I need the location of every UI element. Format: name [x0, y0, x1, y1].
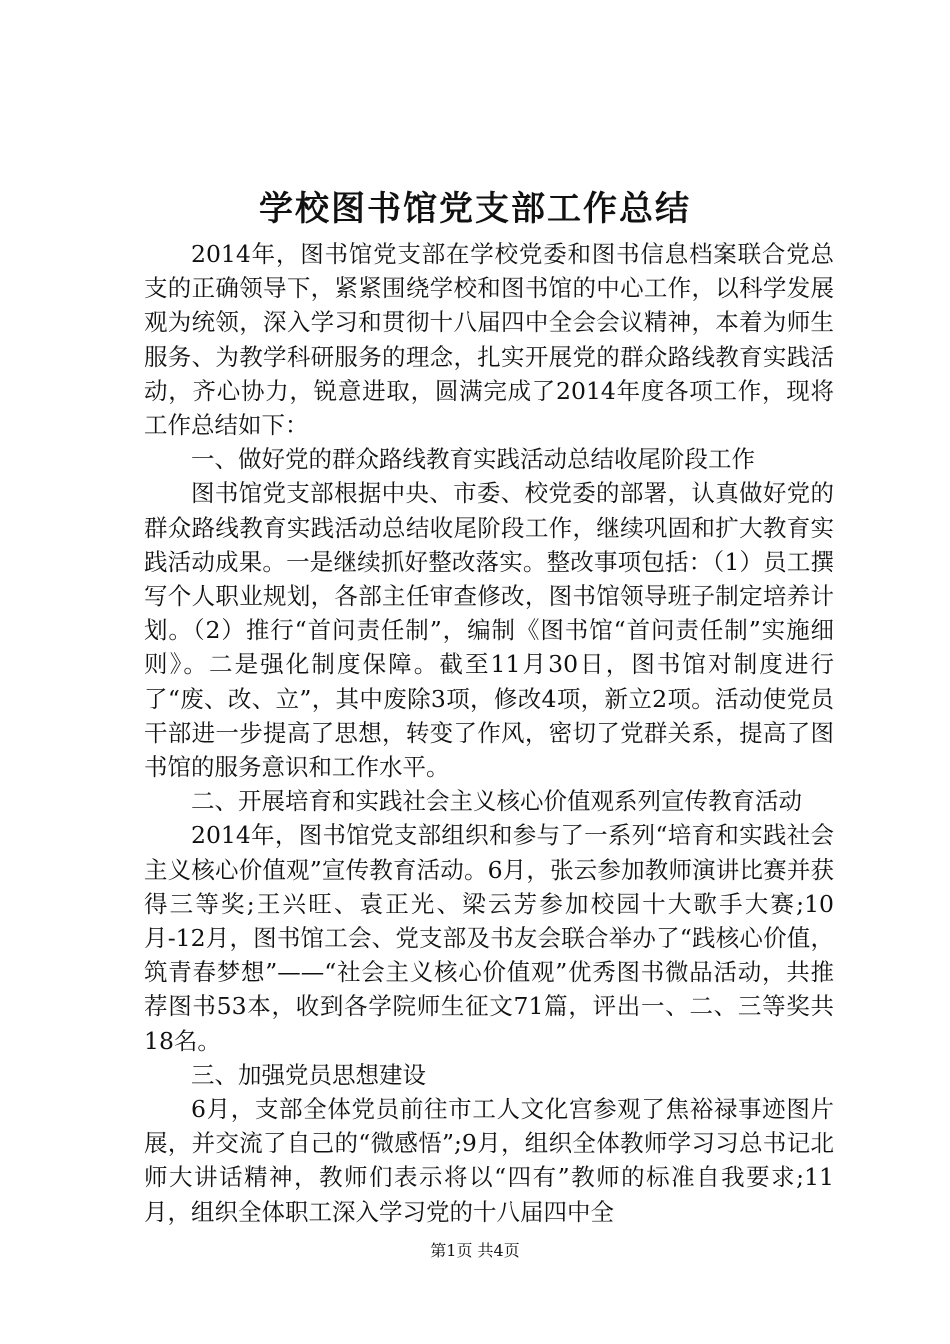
section-paragraph-3: 6月，支部全体党员前往市工人文化宫参观了焦裕禄事迹图片展，并交流了自己的“微感悟”;9月，组织全体教师学习习总书记北师大讲话精神，教师们表示将以“四有”教师的标准自我要求;11月，组织全体职工深入学习党的十八届四中全: [144, 1095, 834, 1226]
section-paragraph-1: 图书馆党支部根据中央、市委、校党委的部署，认真做好党的群众路线教育实践活动总结收尾阶段工作，继续巩固和扩大教育实践活动成果。一是继续抓好整改落实。整改事项包括：（1）员工撰写个人职业规划，各部主任审查修改，图书馆领导班子制定培养计划。（2）推行“首问责任制”，编制《图书馆“首问责任制”实施细则》。二是强化制度保障。截至11月30日，图书馆对制度进行了“废、改、立”，其中废除3项，修改4项，新立2项。活动使党员干部进一步提高了思想，转变了作风，密切了党群关系，提高了图书馆的服务意识和工作水平。: [144, 479, 834, 782]
section-paragraph-2: 2014年，图书馆党支部组织和参与了一系列“培育和实践社会主义核心价值观”宣传教育活动。6月，张云参加教师演讲比赛并获得三等奖;王兴旺、袁正光、梁云芳参加校园十大歌手大赛;10月-12月，图书馆工会、党支部及书友会联合举办了“践核心价值，筑青春梦想”——“社会主义核心价值观”优秀图书微品活动，共推荐图书53本，收到各学院师生征文71篇，评出一、二、三等奖共18名。: [144, 821, 834, 1055]
document-title: 学校图书馆党支部工作总结: [259, 189, 691, 229]
section-heading-2: 二、开展培育和实践社会主义核心价值观系列宣传教育活动: [191, 787, 802, 816]
section-heading-1: 一、做好党的群众路线教育实践活动总结收尾阶段工作: [191, 445, 755, 474]
section-heading-3: 三、加强党员思想建设: [191, 1060, 426, 1089]
intro-paragraph: 2014年，图书馆党支部在学校党委和图书信息档案联合党总支的正确领导下，紧紧围绕学校和图书馆的中心工作，以科学发展观为统领，深入学习和贯彻十八届四中全会会议精神，本着为师生服务、为教学科研服务的理念，扎实开展党的群众路线教育实践活动，齐心协力，锐意进取，圆满完成了2014年度各项工作，现将工作总结如下：: [144, 240, 834, 440]
document-body: [144, 237, 834, 1229]
page-footer: 第1页 共4页: [430, 1241, 520, 1260]
